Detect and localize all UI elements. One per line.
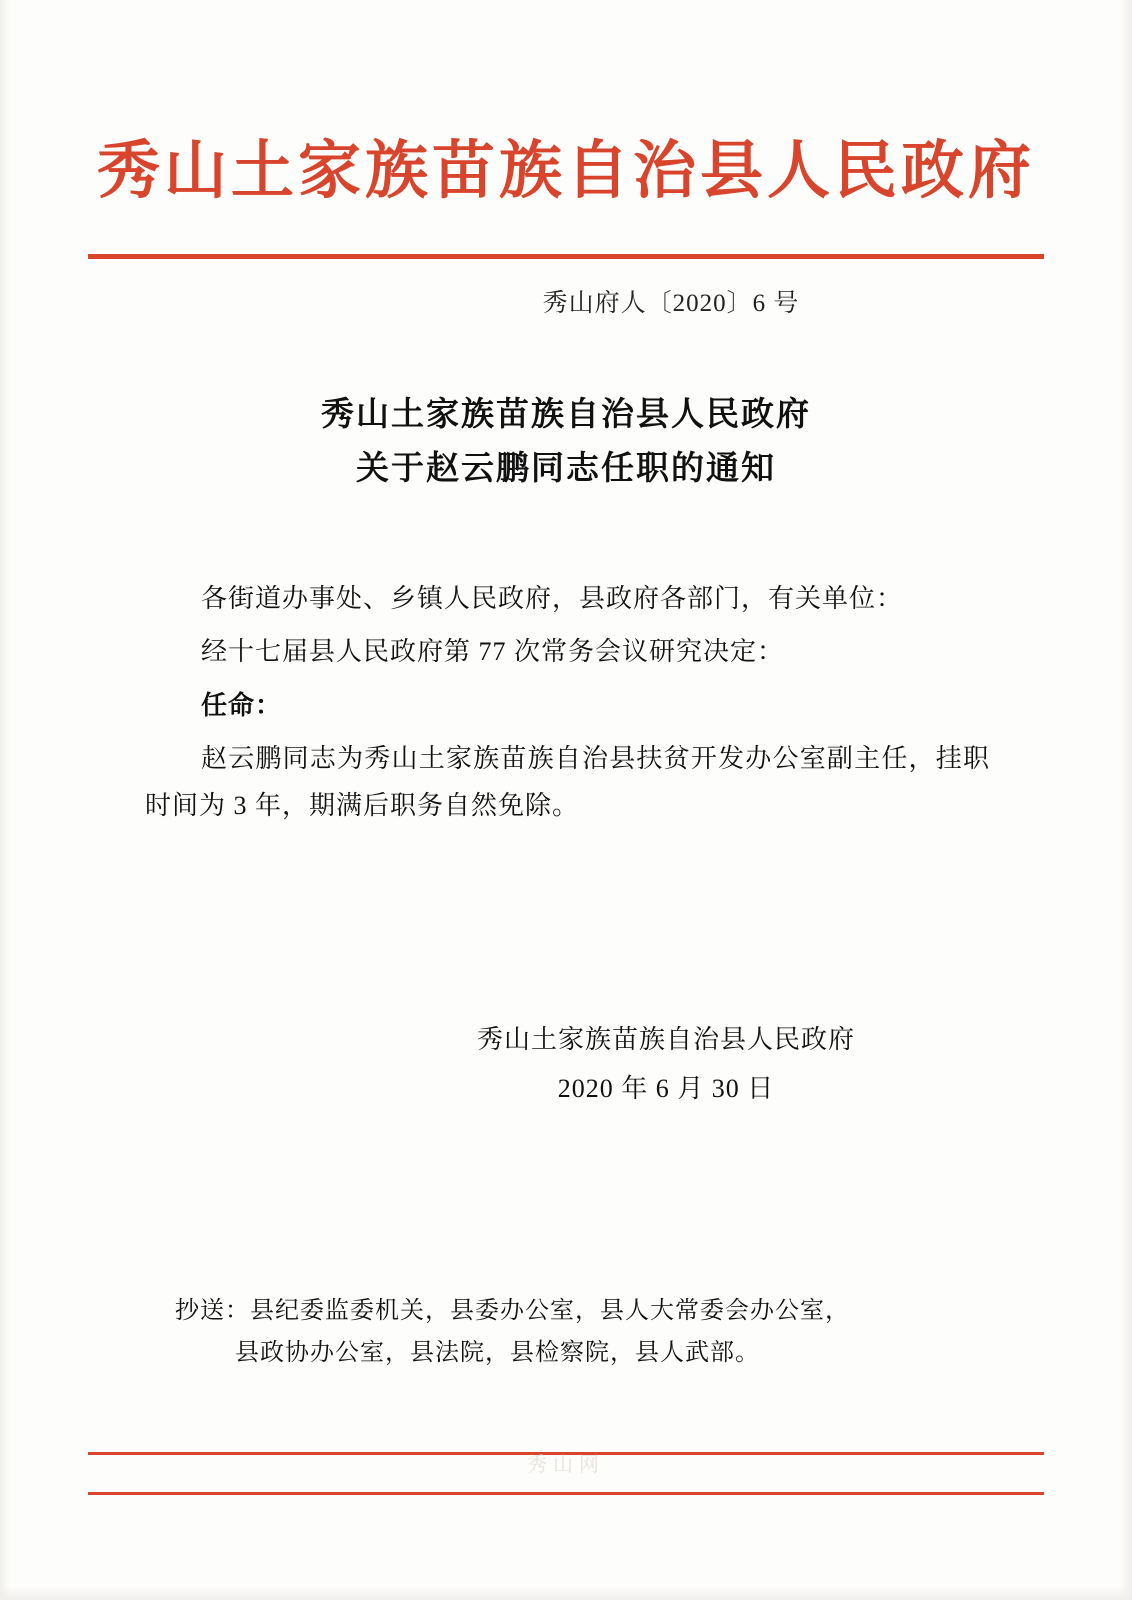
masthead bbox=[0, 138, 1132, 204]
footer-watermark: 秀山网 bbox=[527, 1454, 605, 1476]
copy-to-block bbox=[175, 1290, 965, 1374]
page-title-line-1: 秀山土家族苗族自治县人民政府 bbox=[321, 397, 811, 433]
signature-date: 2020 年 6 月 30 日 bbox=[557, 1074, 775, 1104]
document-number-text: 秀山府人〔2020〕6 号 bbox=[542, 290, 800, 317]
copy-to-recipients-line-1: 县纪委监委机关，县委办公室，县人大常委会办公室， bbox=[250, 1298, 850, 1324]
masthead-title: 秀山土家族苗族自治县人民政府 bbox=[97, 136, 1035, 206]
body-preamble: 经十七届县人民政府第 77 次常务会议研究决定： bbox=[201, 637, 785, 667]
document-number bbox=[0, 283, 1132, 319]
page-edge-shadow-bottom bbox=[0, 1586, 1132, 1600]
header-divider-rule bbox=[88, 254, 1044, 259]
footer-divider-rule-bottom bbox=[88, 1492, 1044, 1495]
page-edge-shadow-left bbox=[0, 0, 10, 1600]
body-salutation: 各街道办事处、乡镇人民政府，县政府各部门，有关单位： bbox=[201, 584, 904, 613]
document-body bbox=[145, 575, 990, 836]
page-title bbox=[0, 388, 1132, 497]
signature-issuer: 秀山土家族苗族自治县人民政府 bbox=[476, 1025, 855, 1054]
copy-to-line-1 bbox=[175, 1290, 965, 1332]
page-title-line-2: 关于赵云鹏同志任职的通知 bbox=[356, 451, 776, 488]
body-action-label: 任命： bbox=[201, 690, 283, 720]
body-appointment-text: 赵云鹏同志为秀山土家族苗族自治县扶贫开发办公室副主任，挂职时间为 3 年，期满后职务自然免除。 bbox=[145, 743, 990, 821]
signature-block bbox=[0, 1015, 1132, 1114]
page-edge-shadow-right bbox=[1120, 0, 1132, 1600]
copy-to-recipients-line-2: 县政协办公室，县法院，县检察院，县人武部。 bbox=[235, 1340, 760, 1366]
copy-to-label: 抄送： bbox=[175, 1298, 250, 1324]
